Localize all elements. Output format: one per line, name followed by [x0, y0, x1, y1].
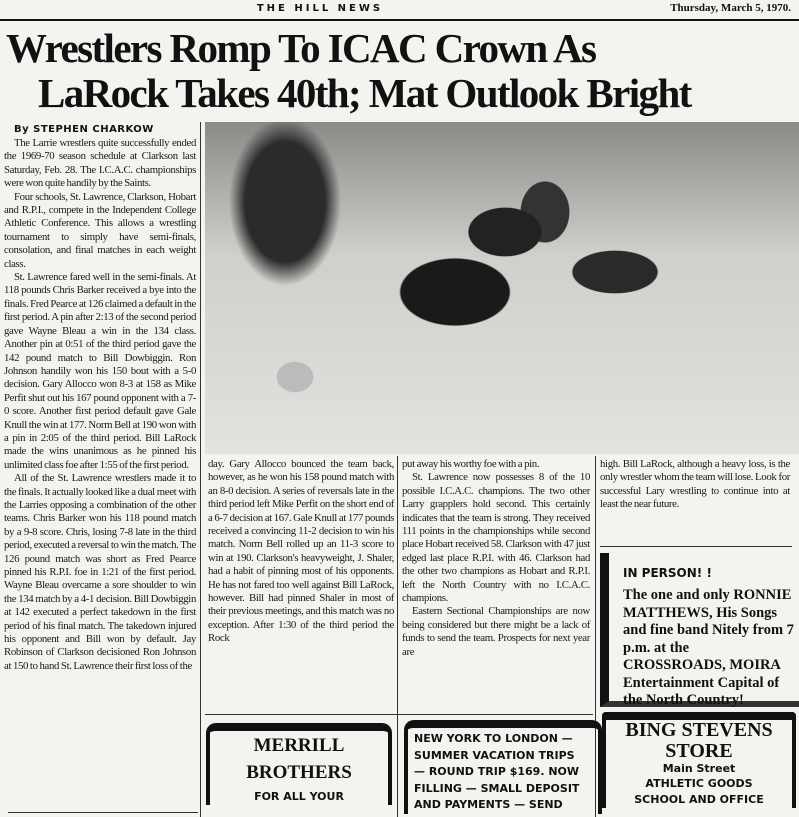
paragraph: high. Bill LaRock, although a heavy loss, is the only wrestler whom the team will lose. Look for successful Lary wrestling to continue into at least the near future.: [600, 458, 790, 511]
section-rule: [8, 812, 198, 813]
paper-name: THE HILL NEWS: [256, 3, 384, 14]
paragraph: day. Gary Allocco bounced the team back, however, as he won his 158 pound match with an 8-0 decision. A series of reversals late in the third period left Mike Perfit on the short end of a 6-7 decision at 167. Gale Knull at 177 pounds received a convincing 11-2 decision to win his match. Norm Bell rolled up an 11-3 score to win at 190. Clarkson's heavyweight, J. Shaler, had a habit of pinning most of his opponents. He has not fared too well against Bill LaRock, however. Bill had pinned Shaler in most of their previous meetings, and this match was no exception. After 1:30 of the third period the Rock: [208, 458, 394, 645]
ad-line: Main Street: [662, 762, 736, 775]
byline: By STEPHEN CHARKOW: [14, 124, 154, 135]
ad-line: SCHOOL AND OFFICE: [634, 793, 764, 806]
column-divider: [397, 456, 398, 817]
ad-in-person: [600, 553, 799, 707]
paragraph: All of the St. Lawrence wrestlers made it to the finals. It actually looked like a dual meet with the Larries opposing a combination of the other teams. Chris Barker won his 118 pound match by a 9-8 score. Chris, losing 7-8 late in the third period, executed a reversal to win the match. The 126 pound match was short as Fred Pearce pinned his R.P.I. foe in 1:21 of the first period. Wayne Bleau overcame a sore shoulder to win the 134 match by a 4-1 decision. Bill Dowbiggin at 142 executed a perfect takedown in the first period of his final match. The takedown injured his opponent and Bill won by default. Jay Robinson of Clarkson decisioned Ron Johnson at 150 to hand St. Lawrence their first loss of the: [4, 472, 196, 672]
ad-bing-stevens: [602, 712, 796, 808]
ad-title: IN PERSON! !: [623, 566, 712, 580]
ad-line: SUMMER VACATION TRIPS: [414, 748, 575, 762]
paragraph: put away his worthy foe with a pin.: [402, 458, 540, 470]
wrestling-photo: [205, 122, 799, 454]
ad-travel: [404, 720, 602, 814]
column-divider: [200, 122, 201, 817]
paragraph: St. Lawrence now possesses 8 of the 10 possible I.C.A.C. champions. The two other Larry grapplers hold second. This certainly indicates that the team is strong. They received 111 points in the championships while second place Hobart received 58. Clarkson with 47 just edged last place R.P.I. with 46. Clarkson had the other two champions as Hobart and R.P.I. left the North Country with no I.C.A.C. champions.: [402, 471, 590, 605]
ad-line: FOR ALL YOUR: [254, 790, 344, 803]
ad-line: STORE: [665, 740, 733, 762]
ad-line: — ROUND TRIP $169. NOW: [414, 765, 580, 778]
paragraph: Eastern Sectional Championships are now being considered but there might be a lack of funds to send the team. Prospects for next year are: [402, 605, 590, 658]
paragraph: St. Lawrence fared well in the semi-finals. At 118 pounds Chris Barker received a bye into the finals. Fred Pearce at 126 claimed a default in the first period. A pin after 2:13 of the second period gave Wayne Bleau a win in the 134 class. Another pin at 0:51 of the third period gave the 142 pound match to Bill Dowbiggin. Ron Johnson handily won his 150 bout with a 5-0 decision. Gary Allocco won 8-3 at 158 as Mike Perfit shut out his 167 pound opponent with a 7-0 score. Another first period default gave Gale Knull the win at 177. Norm Bell at 190 won with a pin in 2:05 of the third period. Bill LaRock made the wins unanimous as he pinned his unlimited class foe after 1:55 of the first period.: [4, 271, 196, 471]
ad-line: NEW YORK TO LONDON —: [414, 732, 573, 745]
ad-line: AND PAYMENTS — SEND: [414, 798, 563, 811]
masthead: [0, 0, 799, 20]
ad-line: MERRILL: [253, 735, 345, 756]
article-column-1: [4, 137, 196, 673]
issue-date: Thursday, March 5, 1970.: [670, 2, 791, 14]
article-column-4: [600, 458, 790, 512]
masthead-rule: [0, 19, 799, 21]
section-rule: [205, 714, 593, 715]
paragraph: Four schools, St. Lawrence, Clarkson, Hobart and R.P.I., compete in the Independent College Athletic Conference. This allows a wrestling tournament to simply have semi-finals, consolation, and final matches in each weight class.: [4, 190, 196, 270]
headline-line-2: LaRock Takes 40th; Mat Outlook Bright: [38, 70, 691, 116]
ad-line: BROTHERS: [246, 762, 352, 783]
ad-line: BING STEVENS: [625, 719, 773, 741]
article-column-2: [208, 458, 394, 646]
ad-merrill-brothers: [206, 723, 392, 805]
ad-body: The one and only RONNIE MATTHEWS, His Songs and fine band Nitely from 7 p.m. at the CROSSROADS, MOIRA Entertainment Capital of the North Country!: [623, 587, 794, 708]
paragraph: The Larrie wrestlers quite successfully ended the 1969-70 season schedule at Clarkson last Saturday, Feb. 28. The I.C.A.C. championships were won quite handily by the Saints.: [4, 137, 196, 190]
ad-line: ATHLETIC GOODS: [645, 777, 753, 790]
ad-line: FILLING — SMALL DEPOSIT: [414, 781, 580, 795]
article-column-3: [402, 458, 590, 659]
headline-line-1: Wrestlers Romp To ICAC Crown As: [6, 25, 596, 71]
section-rule: [600, 546, 792, 547]
